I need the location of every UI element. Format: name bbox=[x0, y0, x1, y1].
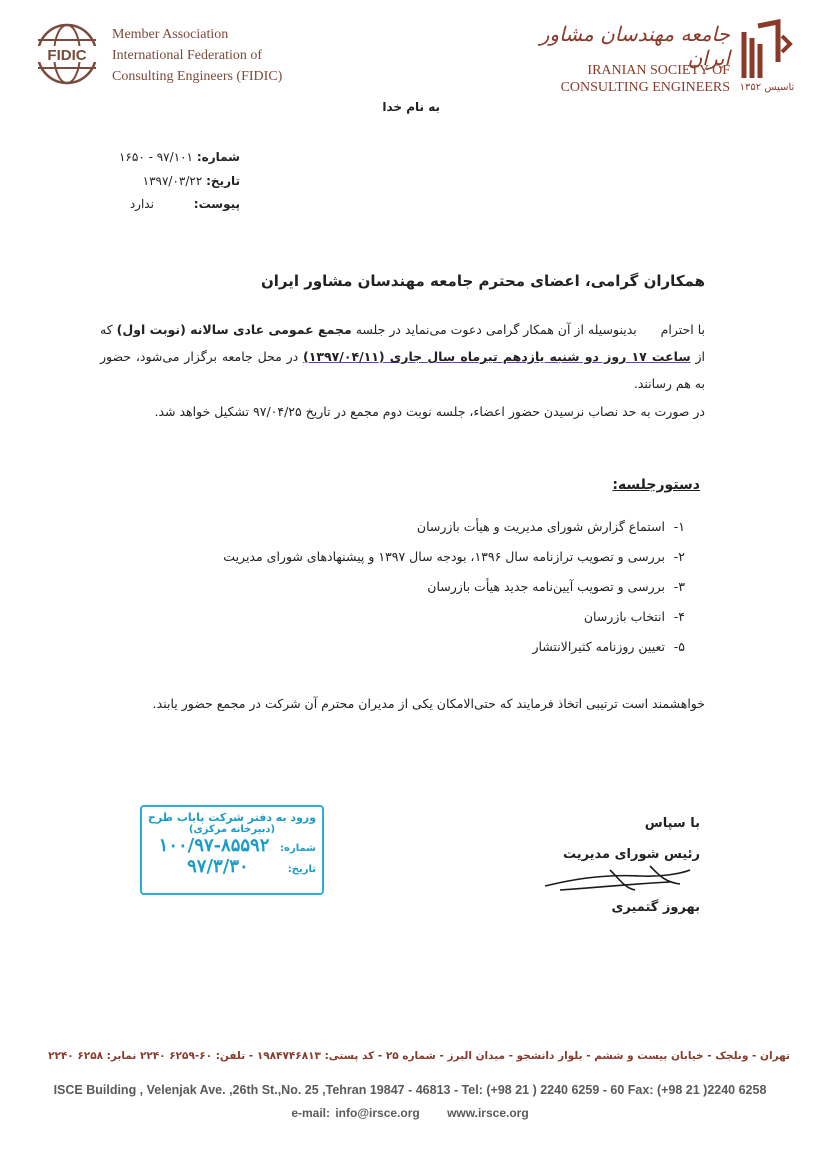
footer-website: www.irsce.org bbox=[447, 1106, 529, 1120]
greeting: با احترام bbox=[660, 322, 705, 337]
agenda-item-text: استماع گزارش شورای مدیریت و هیأت بازرسان bbox=[416, 519, 665, 534]
fidic-logo-text: FIDIC bbox=[47, 47, 87, 64]
stamp-title: ورود به دفتر شرکت پایاب طرح bbox=[147, 811, 317, 824]
invitation-text-connector: که از bbox=[100, 322, 705, 364]
stamp-number-value: ۱۰۰/۹۷-۸۵۵۹۲ bbox=[158, 835, 270, 856]
signer-role: رئیس شورای مدیریت bbox=[562, 847, 700, 862]
letter-date bbox=[80, 174, 240, 188]
agenda-item bbox=[120, 602, 685, 632]
agenda-title: دستورجلسه: bbox=[612, 477, 700, 493]
isce-name-en-line: IRANIAN SOCIETY OF bbox=[587, 63, 730, 78]
closing-thanks: با سپاس bbox=[644, 816, 700, 831]
isce-name-en bbox=[540, 62, 730, 96]
letter-attachment-value: ندارد bbox=[129, 197, 154, 211]
isce-name-en-line: CONSULTING ENGINEERS bbox=[560, 80, 730, 95]
letter-number-value: ۹۷/۱۰۱ - ۱۶۵۰ bbox=[118, 150, 194, 164]
footer-address-en: ISCE Building , Velenjak Ave. ,26th St.,No. 25 ,Tehran 19847 - 46813 - Tel: (+98 21 ) 2240 6259 - 60 Fax: (+98 21 )2240 6258 bbox=[53, 1083, 767, 1097]
handwritten-signature bbox=[540, 860, 710, 898]
bismillah: به نام خدا bbox=[382, 100, 440, 114]
meeting-type: مجمع عمومی عادی سالانه (نوبت اول) bbox=[116, 322, 352, 337]
letter-attachment bbox=[80, 197, 240, 211]
footer-address-fa: تهران - ونلجک - خیابان بیست و ششم - بلوار دانشجو - میدان البرز - شماره ۲۵ - کد پستی: ۱۹۸۴۷۴۶۸۱۳ - تلفن: ۶۰-۶۲۵۹ ۲۲۴۰ نمابر: ۶۲۵۸ ۲۲۴۰ bbox=[48, 1050, 790, 1062]
agenda-item bbox=[120, 632, 685, 662]
agenda-item-text: بررسی و تصویب ترازنامه سال ۱۳۹۶، بودجه سال ۱۳۹۷ و پیشنهادهای شورای مدیریت bbox=[223, 549, 665, 564]
stamp-subtitle: (دبیرخانه مرکزی) bbox=[188, 824, 276, 835]
stamp-number-label: شماره: bbox=[280, 843, 316, 854]
isce-logo bbox=[738, 18, 794, 82]
quorum-paragraph: در صورت به حد نصاب نرسیدن حضور اعضاء، جلسه نوبت دوم مجمع در تاریخ ۹۷/۰۴/۲۵ تشکیل خواهد شد. bbox=[154, 404, 705, 419]
salutation: همکاران گرامی، اعضای محترم جامعه مهندسان مشاور ایران bbox=[260, 272, 705, 290]
fidic-membership-text bbox=[112, 24, 332, 87]
request-paragraph: خواهشمند است ترتیبی اتخاذ فرمایند که حتی‌الامکان یکی از مدیران محترم آن شرکت در مجمع حضور یابند. bbox=[152, 696, 705, 711]
letter-date-value: ۱۳۹۷/۰۳/۲۲ bbox=[142, 174, 203, 188]
agenda-list bbox=[120, 512, 685, 662]
footer-email: e-mail: info@irsce.org bbox=[291, 1106, 420, 1120]
letter-number bbox=[80, 150, 240, 164]
agenda-item-number: ۴- bbox=[673, 609, 685, 624]
stamp-date-label: تاریخ: bbox=[287, 864, 316, 875]
stamp-date-row bbox=[142, 856, 322, 877]
agenda-item bbox=[120, 572, 685, 602]
fidic-line: Consulting Engineers (FIDIC) bbox=[112, 69, 283, 84]
agenda-item-text: انتخاب بازرسان bbox=[583, 609, 665, 624]
invitation-paragraph bbox=[100, 316, 705, 397]
footer-contact bbox=[200, 1106, 620, 1120]
agenda-item-text: تعیین روزنامه کثیرالانتشار bbox=[532, 639, 665, 654]
meeting-datetime: ساعت ۱۷ روز دو شنبه یازدهم تیرماه سال جاری (۱۳۹۷/۰۴/۱۱) bbox=[303, 349, 691, 364]
fidic-logo bbox=[34, 22, 100, 86]
stamp-date-value: ۹۷/۳/۳۰ bbox=[187, 856, 249, 877]
agenda-item bbox=[120, 542, 685, 572]
agenda-item-number: ۲- bbox=[673, 549, 685, 564]
invitation-text-end: در محل جامعه برگزار می‌شود، حضور به هم رسانند. bbox=[100, 349, 705, 391]
agenda-item-number: ۵- bbox=[673, 639, 685, 654]
letter-date-label: تاریخ: bbox=[206, 174, 240, 188]
fidic-line: Member Association bbox=[112, 27, 229, 42]
agenda-item-number: ۳- bbox=[673, 579, 685, 594]
agenda-item bbox=[120, 512, 685, 542]
agenda-item-text: بررسی و تصویب آیین‌نامه جدید هیأت بازرسان bbox=[427, 579, 665, 594]
isce-name-fa: جامعه مهندسان مشاور ایران bbox=[539, 22, 730, 70]
receipt-stamp bbox=[140, 805, 324, 895]
isce-established: تاسیس ۱۳۵۲ bbox=[739, 82, 795, 93]
letter-number-label: شماره: bbox=[196, 150, 240, 164]
invitation-text: بدینوسیله از آن همکار گرامی دعوت می‌نماید در جلسه bbox=[355, 322, 637, 337]
agenda-item-number: ۱- bbox=[673, 519, 685, 534]
signer-name: بهروز گتمیری bbox=[611, 900, 700, 915]
stamp-number-row bbox=[142, 835, 322, 856]
fidic-line: International Federation of bbox=[112, 48, 263, 63]
letter-attachment-label: پیوست: bbox=[193, 197, 240, 211]
